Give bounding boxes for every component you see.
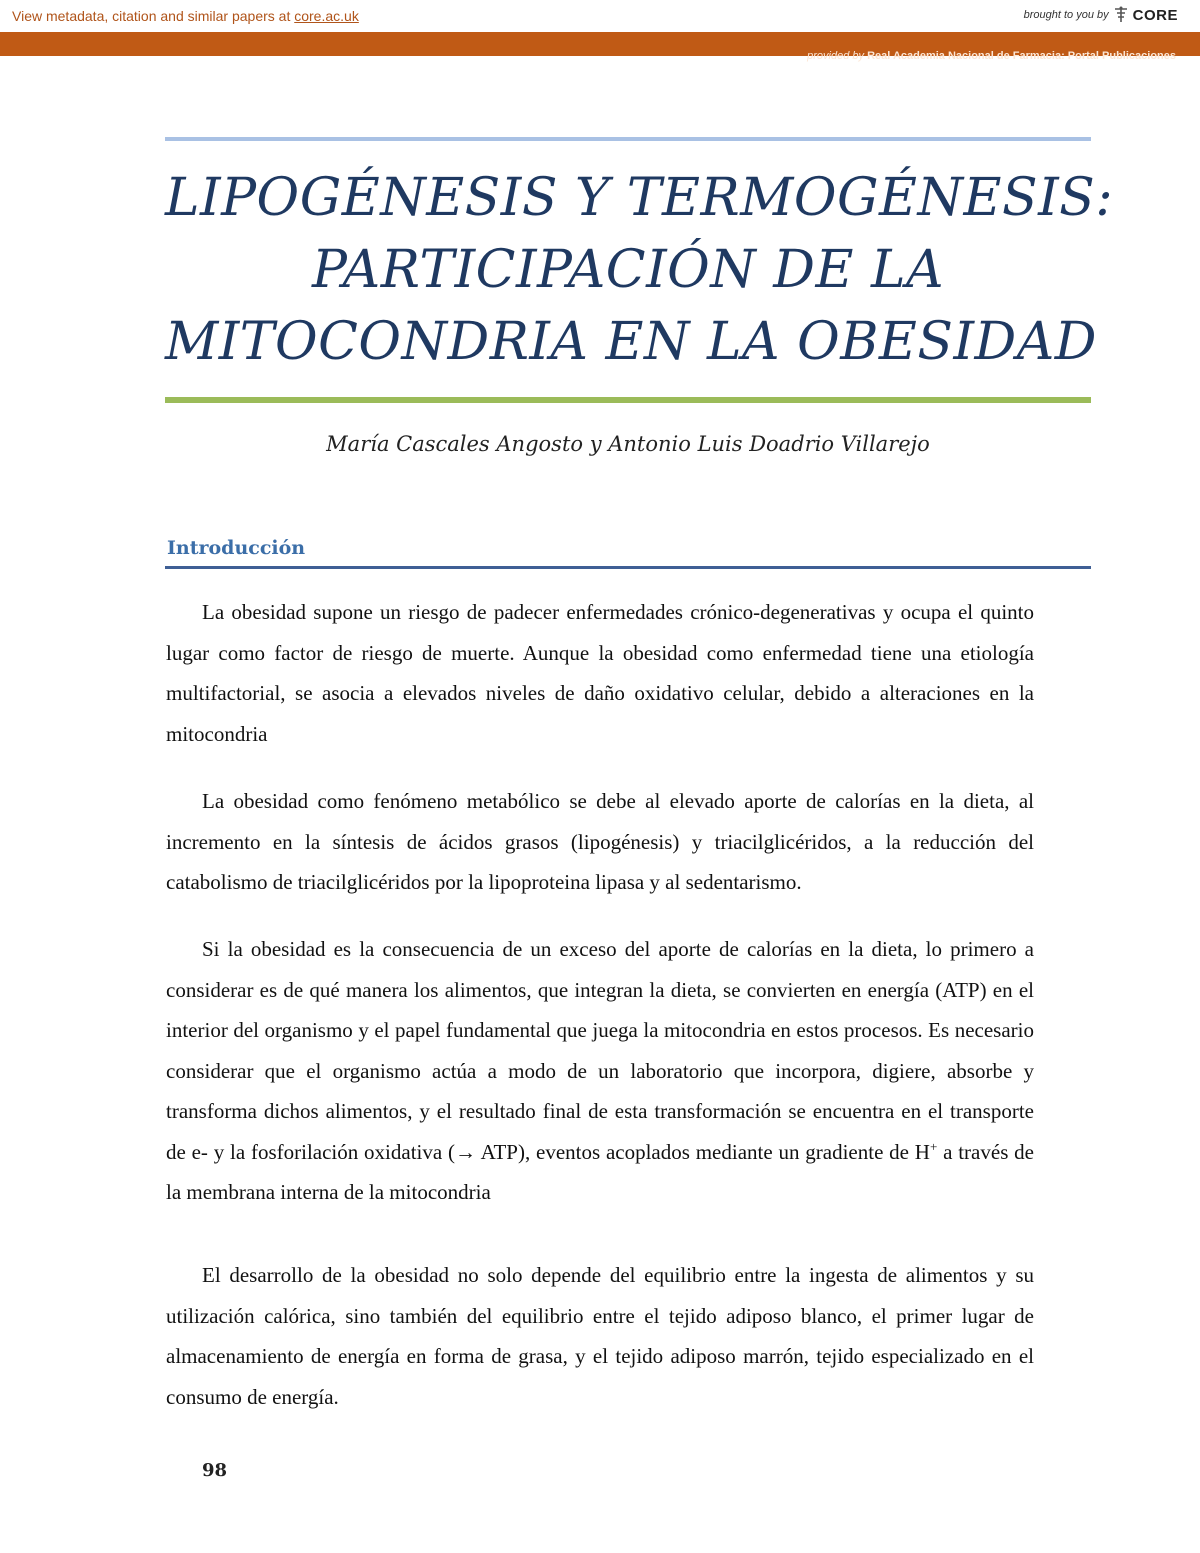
core-metadata-link[interactable] bbox=[12, 8, 359, 24]
core-provided-by[interactable] bbox=[807, 50, 1176, 62]
provider-name: Real Academia Nacional de Farmacia: Portal Publicaciones bbox=[867, 50, 1176, 62]
paragraph-3-text: Si la obesidad es la consecuencia de un exceso del aporte de calorías en la dieta, lo primero a considerar es de qué manera los alimentos, que integran la dieta, se convierten en energía (ATP) en el interior del organismo y el papel fundamental que juega la mitocondria en estos procesos. Es necesario considerar que el organismo actúa a modo de un laboratorio que incorpora, digiere, absorbe y transforma dichos alimentos, y el resultado final de esta transformación se encuentra en el transporte de e- y la fosforilación oxidativa (→ ATP), eventos acoplados mediante un gradiente de H bbox=[166, 937, 1034, 1164]
brought-by-text: brought to you by bbox=[1023, 9, 1109, 21]
section-heading-introduccion: Introducción bbox=[167, 537, 306, 559]
title-line-3: MITOCONDRIA EN LA OBESIDAD bbox=[165, 312, 1097, 372]
paragraph-2: La obesidad como fenómeno metabólico se debe al elevado aporte de calorías en la dieta, al incremento en la síntesis de ácidos grasos (lipogénesis) y triacilglicéridos, a la reducción del catabolismo de triacilglicéridos por la lipoproteina lipasa y al sedentarismo. bbox=[166, 789, 1034, 894]
article-authors: María Cascales Angosto y Antonio Luis Doadrio Villarejo bbox=[326, 432, 930, 456]
article-title bbox=[165, 162, 1114, 378]
paragraph-3 bbox=[166, 929, 1034, 1213]
paragraph-3-text-end: a través de la membrana interna de la mitocondria bbox=[166, 1139, 1034, 1204]
section-rule bbox=[165, 566, 1091, 569]
paragraph-4: El desarrollo de la obesidad no solo depende del equilibrio entre la ingesta de alimentos y su utilización calórica, sino también del equilibrio entre el tejido adiposo blanco, el primer lugar de almacenamiento de energía en forma de grasa, y el tejido adiposo marrón, tejido especializado en el consumo de energía. bbox=[166, 1263, 1034, 1409]
core-brought-by[interactable] bbox=[1024, 6, 1178, 24]
title-line-2: PARTICIPACIÓN DE LA bbox=[311, 240, 945, 300]
core-ac-uk-link[interactable]: core.ac.uk bbox=[294, 8, 359, 24]
metadata-prefix-text: View metadata, citation and similar papers at bbox=[12, 8, 295, 24]
core-header bbox=[0, 0, 1200, 32]
core-logo-icon bbox=[1113, 6, 1129, 24]
title-bottom-rule bbox=[165, 397, 1091, 403]
paragraph-1: La obesidad supone un riesgo de padecer enfermedades crónico-degenerativas y ocupa el quinto lugar como factor de riesgo de muerte. Aunque la obesidad como enfermedad tiene una etiología multifactorial, se asocia a elevados niveles de daño oxidativo celular, debido a alteraciones en la mitocondria bbox=[166, 600, 1034, 746]
title-top-rule bbox=[165, 137, 1091, 141]
title-line-1: LIPOGÉNESIS Y TERMOGÉNESIS: bbox=[165, 168, 1114, 228]
provided-by-label: provided by bbox=[807, 50, 864, 62]
page-number: 98 bbox=[202, 1460, 228, 1481]
superscript-plus: + bbox=[929, 1138, 938, 1154]
core-logo-text: CORE bbox=[1132, 6, 1178, 24]
